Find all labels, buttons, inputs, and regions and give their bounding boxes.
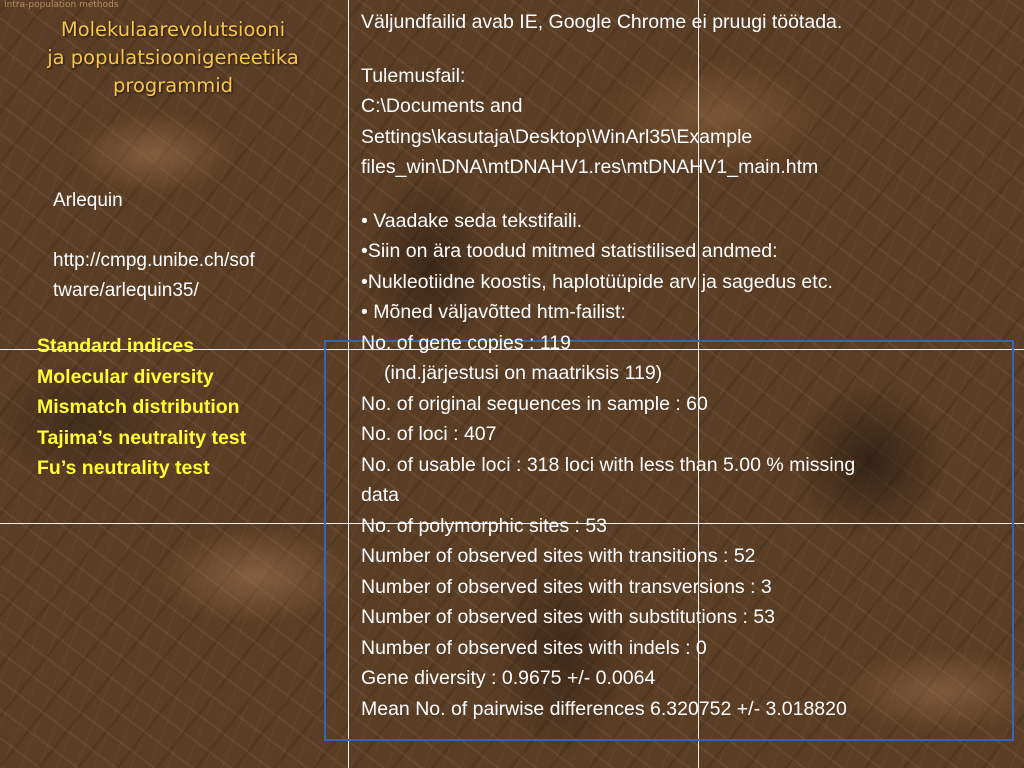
corner-label: Intra-population methods <box>4 0 119 10</box>
bullet-item: •Siin on ära toodud mitmed statistilised andmed: <box>361 240 778 262</box>
path-line-2: Settings\kasutaja\Desktop\WinArl35\Example <box>361 125 753 148</box>
program-url[interactable] <box>53 246 333 306</box>
program-url-line-1: http://cmpg.unibe.ch/sof <box>53 250 255 271</box>
stat-usable-loci-line-2: data <box>361 484 399 506</box>
method-item: Standard indices <box>37 335 195 357</box>
method-item: Fu’s neutrality test <box>37 457 210 479</box>
bullet-item: • Vaadake seda tekstifaili. <box>361 209 583 232</box>
program-name: Arlequin <box>53 190 123 211</box>
program-info <box>53 186 333 306</box>
stat-loci: No. of loci : 407 <box>361 423 497 445</box>
bullet-item: •Nukleotiidne koostis, haplotüüpide arv ja sagedus etc. <box>361 270 833 293</box>
title-line-1: Molekulaarevolutsiooni <box>60 18 286 41</box>
bullet-item: • Mõned väljavõtted htm-failist: <box>361 301 626 323</box>
stat-gene-diversity: Gene diversity : 0.9675 +/- 0.0064 <box>361 667 656 689</box>
stat-transversions: Number of observed sites with transversions : 3 <box>361 575 772 598</box>
methods-list <box>37 331 337 484</box>
method-item: Molecular diversity <box>37 365 214 388</box>
stat-gene-copies: No. of gene copies : 119 <box>361 331 571 354</box>
stat-matrix-note: (ind.järjestusi on maatriksis 119) <box>384 362 663 384</box>
intro-text: Väljundfailid avab IE, Google Chrome ei pruugi töötada. <box>361 11 843 33</box>
stat-transitions: Number of observed sites with transitions : 52 <box>361 545 756 567</box>
main-content <box>361 7 1017 724</box>
title-line-3: programmid <box>112 74 234 97</box>
stat-original-sequences: No. of original sequences in sample : 60 <box>361 392 708 415</box>
path-line-3: files_win\DNA\mtDNAHV1.res\mtDNAHV1_main.htm <box>361 156 819 178</box>
stat-indels: Number of observed sites with indels : 0 <box>361 636 707 659</box>
result-file-label: Tulemusfail: <box>361 64 466 87</box>
program-url-line-2: tware/arlequin35/ <box>53 280 199 301</box>
path-line-1: C:\Documents and <box>361 95 523 117</box>
stat-usable-loci-line-1: No. of usable loci : 318 loci with less than 5.00 % missing <box>361 453 856 476</box>
stat-polymorphic-sites: No. of polymorphic sites : 53 <box>361 514 608 537</box>
method-item: Tajima’s neutrality test <box>37 426 247 449</box>
title-line-2: ja populatsioonigeneetika <box>47 46 299 69</box>
stat-substitutions: Number of observed sites with substitutions : 53 <box>361 606 776 628</box>
stat-pairwise-differences: Mean No. of pairwise differences 6.320752 +/- 3.018820 <box>361 697 847 720</box>
slide-title <box>18 16 328 100</box>
method-item: Mismatch distribution <box>37 396 240 418</box>
